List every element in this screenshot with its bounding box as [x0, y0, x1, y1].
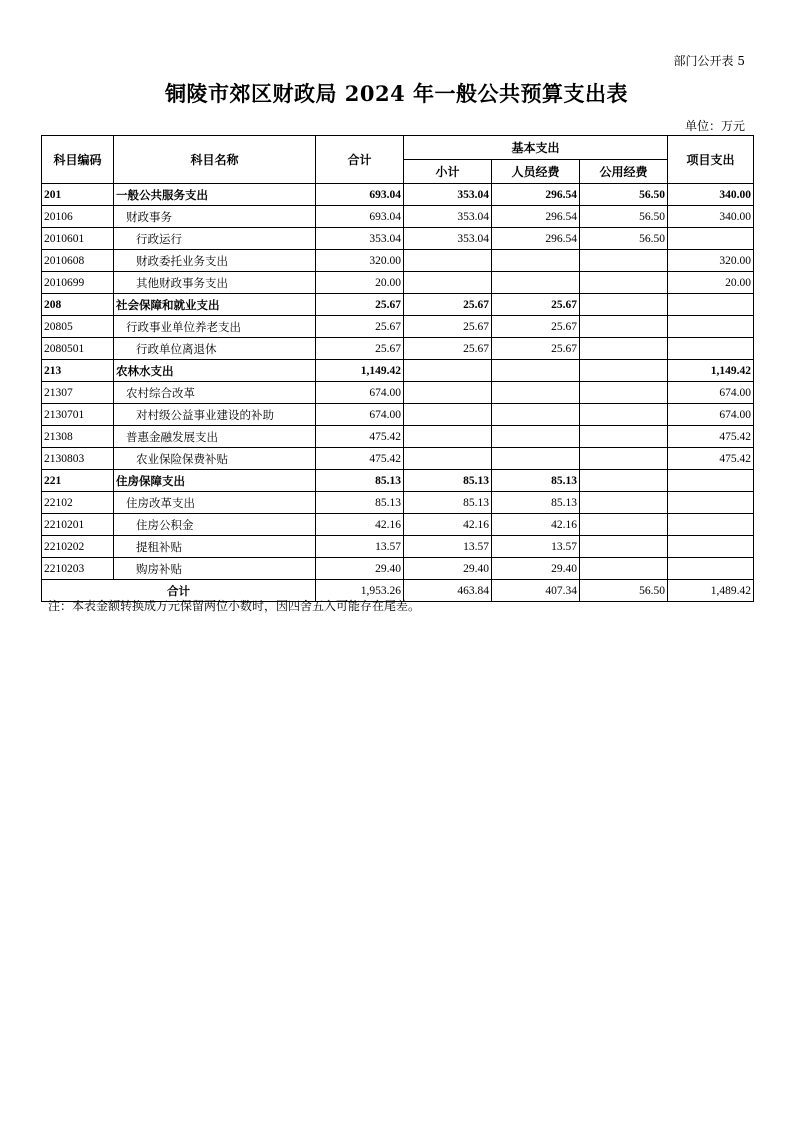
- col-header-basic-group: 基本支出: [404, 136, 668, 160]
- cell-name: 行政单位离退休: [114, 338, 316, 360]
- cell-code: 2130701: [42, 404, 114, 426]
- total-row-public: 56.50: [580, 580, 668, 602]
- cell-project: [668, 536, 754, 558]
- cell-public: [580, 360, 668, 382]
- cell-code: 2010608: [42, 250, 114, 272]
- unit-label: 单位：万元: [684, 119, 745, 133]
- cell-code: 2010699: [42, 272, 114, 294]
- cell-total: 25.67: [316, 294, 404, 316]
- cell-name: 住房保障支出: [114, 470, 316, 492]
- budget-table: [41, 135, 754, 602]
- table-row: [42, 272, 754, 294]
- cell-total: 42.16: [316, 514, 404, 536]
- cell-total: 674.00: [316, 404, 404, 426]
- cell-public: [580, 448, 668, 470]
- cell-personnel: [492, 360, 580, 382]
- cell-total: 475.42: [316, 426, 404, 448]
- table-row: [42, 448, 754, 470]
- cell-name: 财政事务: [114, 206, 316, 228]
- table-row: [42, 206, 754, 228]
- cell-code: 22102: [42, 492, 114, 514]
- cell-personnel: [492, 404, 580, 426]
- col-header-subtotal: 小计: [404, 160, 492, 184]
- cell-subtotal: [404, 250, 492, 272]
- cell-subtotal: [404, 448, 492, 470]
- cell-total: 29.40: [316, 558, 404, 580]
- total-row-subtotal: 463.84: [404, 580, 492, 602]
- cell-subtotal: 353.04: [404, 184, 492, 206]
- col-header-personnel: 人员经费: [492, 160, 580, 184]
- cell-name: 购房补贴: [114, 558, 316, 580]
- cell-code: 2210203: [42, 558, 114, 580]
- cell-public: [580, 470, 668, 492]
- cell-subtotal: 85.13: [404, 470, 492, 492]
- cell-project: 674.00: [668, 404, 754, 426]
- cell-public: [580, 382, 668, 404]
- cell-name: 农林水支出: [114, 360, 316, 382]
- cell-name: 住房公积金: [114, 514, 316, 536]
- cell-name: 其他财政事务支出: [114, 272, 316, 294]
- cell-code: 20106: [42, 206, 114, 228]
- cell-public: [580, 338, 668, 360]
- col-header-project: 项目支出: [668, 136, 754, 184]
- cell-code: 208: [42, 294, 114, 316]
- cell-name: 提租补贴: [114, 536, 316, 558]
- cell-personnel: 42.16: [492, 514, 580, 536]
- cell-personnel: 25.67: [492, 338, 580, 360]
- cell-subtotal: [404, 272, 492, 294]
- cell-project: [668, 316, 754, 338]
- cell-personnel: 296.54: [492, 206, 580, 228]
- table-row: [42, 426, 754, 448]
- cell-personnel: 296.54: [492, 228, 580, 250]
- cell-public: [580, 272, 668, 294]
- cell-code: 2210201: [42, 514, 114, 536]
- table-row: [42, 228, 754, 250]
- table-row: [42, 338, 754, 360]
- cell-project: 1,149.42: [668, 360, 754, 382]
- cell-code: 221: [42, 470, 114, 492]
- cell-total: 674.00: [316, 382, 404, 404]
- cell-personnel: [492, 272, 580, 294]
- cell-public: [580, 514, 668, 536]
- cell-total: 693.04: [316, 184, 404, 206]
- cell-total: 25.67: [316, 338, 404, 360]
- table-row: [42, 558, 754, 580]
- cell-name: 对村级公益事业建设的补助: [114, 404, 316, 426]
- cell-project: [668, 492, 754, 514]
- cell-personnel: 85.13: [492, 470, 580, 492]
- cell-personnel: [492, 250, 580, 272]
- cell-public: [580, 426, 668, 448]
- cell-name: 行政运行: [114, 228, 316, 250]
- cell-code: 2080501: [42, 338, 114, 360]
- cell-project: 475.42: [668, 426, 754, 448]
- cell-public: [580, 536, 668, 558]
- cell-subtotal: 29.40: [404, 558, 492, 580]
- cell-subtotal: 353.04: [404, 206, 492, 228]
- cell-personnel: 85.13: [492, 492, 580, 514]
- total-row-total: 1,953.26: [316, 580, 404, 602]
- cell-public: 56.50: [580, 228, 668, 250]
- cell-subtotal: [404, 404, 492, 426]
- col-header-total: 合计: [316, 136, 404, 184]
- table-row: [42, 316, 754, 338]
- cell-project: [668, 228, 754, 250]
- table-row: [42, 294, 754, 316]
- cell-subtotal: 25.67: [404, 338, 492, 360]
- total-row-label: 合计: [42, 580, 316, 602]
- table-row: [42, 184, 754, 206]
- cell-total: 1,149.42: [316, 360, 404, 382]
- cell-personnel: 296.54: [492, 184, 580, 206]
- cell-code: 20805: [42, 316, 114, 338]
- cell-total: 475.42: [316, 448, 404, 470]
- cell-total: 85.13: [316, 492, 404, 514]
- cell-code: 2130803: [42, 448, 114, 470]
- cell-subtotal: 353.04: [404, 228, 492, 250]
- cell-total: 353.04: [316, 228, 404, 250]
- cell-name: 农业保险保费补贴: [114, 448, 316, 470]
- cell-project: 674.00: [668, 382, 754, 404]
- cell-code: 201: [42, 184, 114, 206]
- cell-personnel: [492, 382, 580, 404]
- cell-name: 住房改革支出: [114, 492, 316, 514]
- cell-code: 213: [42, 360, 114, 382]
- cell-personnel: [492, 426, 580, 448]
- cell-total: 25.67: [316, 316, 404, 338]
- cell-name: 社会保障和就业支出: [114, 294, 316, 316]
- cell-total: 320.00: [316, 250, 404, 272]
- table-row: [42, 536, 754, 558]
- cell-public: [580, 250, 668, 272]
- cell-code: 21307: [42, 382, 114, 404]
- table-row: [42, 360, 754, 382]
- total-row-project: 1,489.42: [668, 580, 754, 602]
- cell-subtotal: [404, 360, 492, 382]
- cell-project: 340.00: [668, 184, 754, 206]
- cell-subtotal: [404, 382, 492, 404]
- cell-name: 行政事业单位养老支出: [114, 316, 316, 338]
- cell-personnel: 13.57: [492, 536, 580, 558]
- cell-subtotal: 25.67: [404, 316, 492, 338]
- cell-public: [580, 294, 668, 316]
- cell-name: 农村综合改革: [114, 382, 316, 404]
- cell-project: 340.00: [668, 206, 754, 228]
- cell-project: 320.00: [668, 250, 754, 272]
- cell-subtotal: [404, 426, 492, 448]
- cell-project: [668, 338, 754, 360]
- cell-code: 21308: [42, 426, 114, 448]
- table-row: [42, 250, 754, 272]
- page-title: 铜陵市郊区财政局 2024 年一般公共预算支出表: [164, 81, 629, 106]
- table-row: [42, 514, 754, 536]
- table-row: [42, 404, 754, 426]
- cell-public: [580, 316, 668, 338]
- cell-total: 13.57: [316, 536, 404, 558]
- col-header-code: 科目编码: [42, 136, 114, 184]
- table-row: [42, 470, 754, 492]
- cell-project: [668, 514, 754, 536]
- cell-code: 2010601: [42, 228, 114, 250]
- cell-subtotal: 13.57: [404, 536, 492, 558]
- cell-project: [668, 294, 754, 316]
- table-body: [42, 184, 754, 580]
- cell-total: 693.04: [316, 206, 404, 228]
- cell-project: [668, 470, 754, 492]
- cell-public: 56.50: [580, 184, 668, 206]
- footnote: 注：本表金额转换成万元保留两位小数时，因四舍五入可能存在尾差。: [48, 599, 421, 613]
- cell-personnel: 25.67: [492, 316, 580, 338]
- cell-project: [668, 558, 754, 580]
- cell-name: 一般公共服务支出: [114, 184, 316, 206]
- cell-public: [580, 558, 668, 580]
- cell-total: 85.13: [316, 470, 404, 492]
- cell-code: 2210202: [42, 536, 114, 558]
- cell-subtotal: 25.67: [404, 294, 492, 316]
- cell-project: 475.42: [668, 448, 754, 470]
- page-label: 部门公开表 5: [673, 54, 745, 68]
- cell-public: [580, 404, 668, 426]
- cell-personnel: [492, 448, 580, 470]
- cell-public: 56.50: [580, 206, 668, 228]
- col-header-public: 公用经费: [580, 160, 668, 184]
- table-row: [42, 382, 754, 404]
- cell-subtotal: 42.16: [404, 514, 492, 536]
- cell-subtotal: 85.13: [404, 492, 492, 514]
- cell-personnel: 25.67: [492, 294, 580, 316]
- cell-name: 普惠金融发展支出: [114, 426, 316, 448]
- cell-personnel: 29.40: [492, 558, 580, 580]
- cell-project: 20.00: [668, 272, 754, 294]
- col-header-name: 科目名称: [114, 136, 316, 184]
- cell-total: 20.00: [316, 272, 404, 294]
- cell-name: 财政委托业务支出: [114, 250, 316, 272]
- cell-public: [580, 492, 668, 514]
- table-row: [42, 492, 754, 514]
- total-row-personnel: 407.34: [492, 580, 580, 602]
